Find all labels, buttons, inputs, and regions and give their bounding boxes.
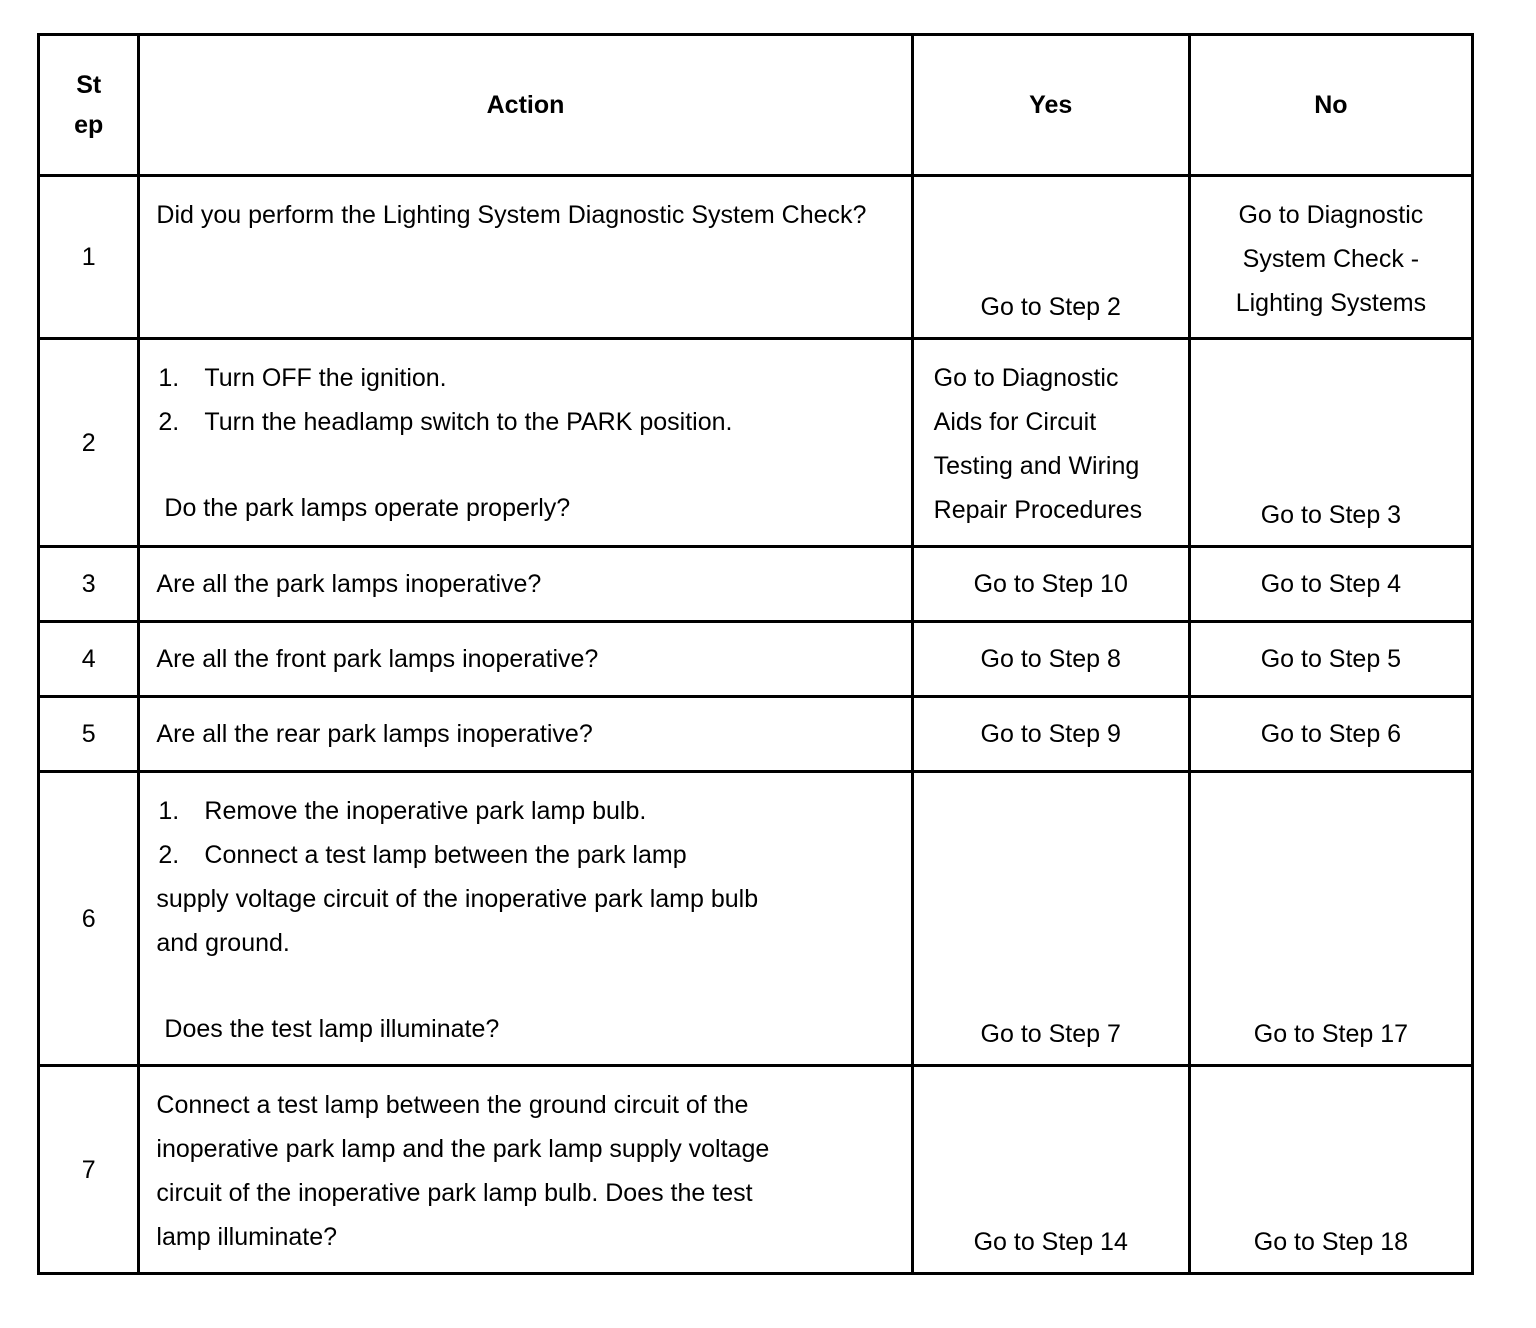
step-number: 6 bbox=[39, 772, 139, 1066]
action-cell bbox=[139, 339, 912, 547]
yes-text: Go to Step 2 bbox=[980, 293, 1121, 321]
list-item: 1. Turn OFF the ignition. bbox=[158, 364, 447, 392]
yes-text: Go to Step 14 bbox=[973, 1228, 1128, 1256]
header-no: No bbox=[1189, 35, 1472, 176]
action-cell bbox=[139, 772, 912, 1066]
action-cell bbox=[139, 176, 912, 339]
yes-cell bbox=[912, 547, 1189, 622]
no-text-line: System Check - bbox=[1242, 245, 1420, 273]
yes-cell bbox=[912, 622, 1189, 697]
no-text: Go to Step 17 bbox=[1253, 1020, 1409, 1048]
table-row bbox=[39, 1066, 1473, 1274]
yes-text-line: Testing and Wiring bbox=[933, 452, 1140, 480]
action-text: Are all the front park lamps inoperative? bbox=[156, 645, 599, 673]
action-text: Are all the park lamps inoperative? bbox=[156, 570, 542, 598]
table-row bbox=[39, 622, 1473, 697]
step-number: 4 bbox=[39, 622, 139, 697]
list-item: 2. Connect a test lamp between the park lamp bbox=[158, 841, 687, 869]
no-text: Go to Step 5 bbox=[1260, 645, 1402, 673]
step-number: 5 bbox=[39, 697, 139, 772]
no-text-line: Lighting Systems bbox=[1235, 289, 1427, 317]
yes-cell bbox=[912, 697, 1189, 772]
table-row bbox=[39, 772, 1473, 1066]
action-line: circuit of the inoperative park lamp bulb. Does the test bbox=[156, 1179, 753, 1207]
yes-text-line: Aids for Circuit bbox=[933, 408, 1097, 436]
yes-cell bbox=[912, 772, 1189, 1066]
list-item: 1. Remove the inoperative park lamp bulb. bbox=[158, 797, 647, 825]
step-number: 1 bbox=[39, 176, 139, 339]
yes-text: Go to Step 8 bbox=[980, 645, 1121, 673]
no-text: Go to Step 18 bbox=[1253, 1228, 1409, 1256]
step-number: 7 bbox=[39, 1066, 139, 1274]
action-cell bbox=[139, 547, 912, 622]
yes-text: Go to Step 10 bbox=[973, 570, 1128, 598]
yes-text-line: Go to Diagnostic bbox=[933, 364, 1119, 392]
continuation-line: and ground. bbox=[156, 929, 290, 957]
table-row bbox=[39, 697, 1473, 772]
no-text-line: Go to Diagnostic bbox=[1238, 201, 1424, 229]
no-text: Go to Step 4 bbox=[1260, 570, 1402, 598]
yes-text: Go to Step 7 bbox=[980, 1020, 1121, 1048]
action-line: Connect a test lamp between the ground circuit of the bbox=[156, 1091, 749, 1119]
action-text: Are all the rear park lamps inoperative? bbox=[156, 720, 593, 748]
table-row bbox=[39, 176, 1473, 339]
action-cell bbox=[139, 1066, 912, 1274]
table-row bbox=[39, 547, 1473, 622]
action-line: inoperative park lamp and the park lamp supply voltage bbox=[156, 1135, 770, 1163]
step-number: 3 bbox=[39, 547, 139, 622]
list-item: 2. Turn the headlamp switch to the PARK position. bbox=[158, 408, 733, 436]
no-cell bbox=[1189, 622, 1472, 697]
no-cell bbox=[1189, 547, 1472, 622]
step-number: 2 bbox=[39, 339, 139, 547]
header-yes: Yes bbox=[912, 35, 1189, 176]
no-cell bbox=[1189, 1066, 1472, 1274]
header-row bbox=[39, 35, 1473, 176]
table-row bbox=[39, 339, 1473, 547]
yes-text-line: Repair Procedures bbox=[933, 496, 1143, 524]
no-text: Go to Step 3 bbox=[1260, 501, 1402, 529]
action-line: lamp illuminate? bbox=[156, 1223, 338, 1251]
no-cell bbox=[1189, 339, 1472, 547]
yes-cell bbox=[912, 176, 1189, 339]
action-text: Did you perform the Lighting System Diagnostic System Check? bbox=[156, 201, 867, 229]
no-text: Go to Step 6 bbox=[1260, 720, 1402, 748]
no-cell bbox=[1189, 176, 1472, 339]
diagnostic-table bbox=[37, 33, 1474, 1275]
action-cell bbox=[139, 697, 912, 772]
no-cell bbox=[1189, 697, 1472, 772]
header-step: St ep bbox=[39, 35, 139, 176]
question-text: Does the test lamp illuminate? bbox=[164, 1015, 500, 1043]
question-text: Do the park lamps operate properly? bbox=[164, 494, 571, 522]
yes-text: Go to Step 9 bbox=[980, 720, 1121, 748]
continuation-line: supply voltage circuit of the inoperative park lamp bulb bbox=[156, 885, 759, 913]
yes-cell bbox=[912, 339, 1189, 547]
no-cell bbox=[1189, 772, 1472, 1066]
action-cell bbox=[139, 622, 912, 697]
yes-cell bbox=[912, 1066, 1189, 1274]
numbered-list bbox=[156, 789, 900, 877]
numbered-list bbox=[156, 356, 900, 444]
header-action: Action bbox=[139, 35, 912, 176]
